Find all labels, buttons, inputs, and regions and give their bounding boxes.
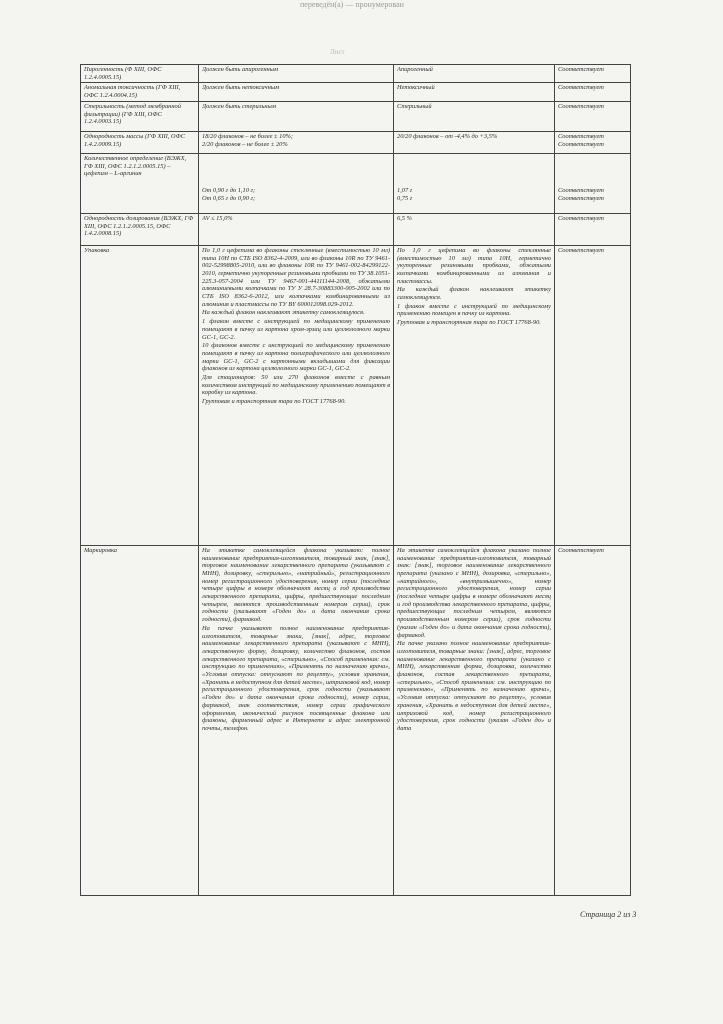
result-line: Соответствует <box>558 140 604 148</box>
actual-line: 1,07 г <box>397 186 413 194</box>
req-line: 2/20 флаконов – не более ± 20% <box>202 140 288 148</box>
result-cell <box>555 101 631 131</box>
req-line: На этикетке самоклеящейся флакона указываю: полное наименование предприятия-изготовителя, товарный знак, [знак], торговое наименование лекарственного препарата (указывают с МНН), дозировку, «стерильно», «натрийный», регистрационного номер регистрационного удостоверения, номер серии (последние четыре цифры в номере обозначают месяц и год производства лекарственного препарата, цифры, предшествующие последним четырем, являются производственным номером серии), срок годности (указывают «Годен до» и дата окончания срока годности), фармакод. <box>202 546 390 624</box>
actual-line: На пачке указано полное наименование предприятия-изготовителя, товарные знаки: [знак], адрес, торговое наименование лекарственного препарата (указано с МНН), лекарственная форма, дозировка, количество флаконов, состав лекарственного препарата, «стерильно», «Способ применения: см. инструкцию по применению», «Применять по назначению врача», «Условия отпуска: отпускают по рецепту», условия хранения, «Хранить в недоступном для детей месте», штриховой код, номер регистрационного удостоверения, срок годности (указан «Годен до» и дата <box>397 640 551 732</box>
result-cell <box>555 83 631 101</box>
result-cell <box>555 65 631 83</box>
req-cell <box>199 213 394 245</box>
actual-line <box>397 155 551 163</box>
req-line: AV ≤ 15,0% <box>202 214 233 222</box>
actual-cell <box>394 213 555 245</box>
result-line <box>558 171 627 179</box>
req-line: 10 флаконов вместе с инструкцией по медицинскому применению помещают в пачку из картона полиграфического или целлюлозного марки GC-1, GC-2 с картонными вкладышами для фиксации флаконов из картона целлюлозного марки GC-1, GC-2. <box>202 342 390 373</box>
result-line: Соответствует <box>558 214 604 222</box>
actual-line: 1 флакон вместе с инструкцией по медицинскому применению помещен в пачку из картона. <box>397 302 551 318</box>
req-line: Должен быть апирогенным <box>202 66 279 73</box>
test-name-cell: Стерильность (метод мембранной фильтрации) (ГФ XIII, ОФС 1.2.4.0003.15) <box>81 101 199 131</box>
result-cell <box>555 245 631 545</box>
result-cell <box>555 545 631 895</box>
result-cell <box>555 153 631 213</box>
table-row <box>81 65 631 83</box>
actual-line <box>397 171 551 179</box>
header-faded-text: переведён(а) — пронумерован <box>300 0 404 9</box>
actual-line: Групповая и транспортная тара по ГОСТ 17768-90. <box>397 319 541 327</box>
actual-cell <box>394 83 555 101</box>
actual-cell <box>394 245 555 545</box>
req-line: Должен быть нетоксичным <box>202 84 280 92</box>
actual-line <box>397 141 551 149</box>
actual-cell <box>394 545 555 895</box>
result-line <box>558 155 627 163</box>
result-line <box>558 179 627 187</box>
actual-line: По 1,0 г цефепима во флаконы стеклянные (вместимостью 10 мл) типа 10Н, герметично укупоренные резиновыми пробками, обжатыми колпачками комбинированными из алюминия и пластмассы. <box>397 246 551 285</box>
actual-line: 6,5 % <box>397 214 412 222</box>
actual-cell <box>394 65 555 83</box>
test-name-cell: Количественное определение (ВЭЖХ, ГФ XIII, ОФС 1.2.1.2.0005.15) – цефепим – L-аргинин <box>81 153 199 213</box>
test-name-cell: Упаковка <box>81 245 199 545</box>
result-line: Соответствует <box>558 194 604 202</box>
req-line: По 1,0 г цефепима во флаконы стеклянные (вместимостью 10 мл) типа 10Н по СТБ ISO 8362-4-2009, или во флаконы 10R по ТУ 9461-002-52998805-2010, или во флаконы 10R по ТУ 9461-002-84299122-2010, герметично укупоренные резиновыми пробками по ТУ 38.1051-225.3-057-2004 или ТУ 9467-001-44111144-2008, обжатыми алюминиевыми колпачками по ТУ У 28.7-30883300-005-2002 или по СТБ ISO 8362-6-2012, или колпачками комбинированными из алюминия и пластмассы по ТУ BY 600012098.029-2012. <box>202 246 390 308</box>
req-line <box>202 179 390 187</box>
table-row <box>81 83 631 101</box>
actual-line: 0,75 г <box>397 194 413 202</box>
actual-line <box>397 163 551 171</box>
table-row <box>81 213 631 245</box>
actual-line: Стерильный <box>397 102 432 110</box>
req-cell <box>199 83 394 101</box>
actual-line: Нетоксичный <box>397 84 435 92</box>
req-cell <box>199 245 394 545</box>
result-line: Соответствует <box>558 102 604 110</box>
result-line: Соответствует <box>558 186 604 194</box>
table-row <box>81 153 631 213</box>
test-name-cell: Маркировка <box>81 545 199 895</box>
test-name-cell: Однородность массы (ГФ XIII, ОФС 1.4.2.0009.15) <box>81 131 199 153</box>
result-line: Соответствует <box>558 546 604 554</box>
req-line: От 0,90 г до 1,10 г; <box>202 186 256 194</box>
req-cell <box>199 131 394 153</box>
result-line: Соответствует <box>558 66 604 73</box>
analysis-table <box>80 64 631 896</box>
result-line: Соответствует <box>558 246 604 254</box>
test-name-cell: Аномальная токсичность (ГФ XIII, ОФС 1.2.4.0004.15) <box>81 83 199 101</box>
req-line: Для стационаров: 50 или 270 флаконов вместе с равным количеством инструкций по медицинскому применению помещают в коробку из картона. <box>202 374 390 397</box>
req-line: На пачке указывают полное наименование предприятия-изготовителя, товарные знаки, [знак], адрес, торговое наименование лекарственного препарата (указывают с МНН), лекарственную форму, дозировку, количество флаконов, состав лекарственного препарата, «стерильно», «Способ применения: см. инструкцию по применению», «Применять по назначению врача», «Условия отпуска: отпускают по рецепту», условия хранения, «Хранить в недоступном для детей месте», штрихковой код, номер регистрационного удостоверения, срок годности (указывают «Годен до» и дата окончания срока годности), номер серии, фармакод, знак соответствия, номер серии графического оформления, иконический рисунок посвященные флакона или флаконы, фирменный адрес в Интернете и адрес электронной почты, телефон. <box>202 624 390 732</box>
req-line <box>202 171 390 179</box>
result-line: Соответствует <box>558 132 604 140</box>
req-cell <box>199 101 394 131</box>
req-line: Должен быть стерильным <box>202 102 276 110</box>
req-line <box>202 163 390 171</box>
actual-cell <box>394 131 555 153</box>
actual-line: Апирогенный <box>397 66 433 73</box>
result-cell <box>555 131 631 153</box>
req-line <box>202 155 390 163</box>
req-cell <box>199 545 394 895</box>
req-line: На каждый флакон наклеивают этикетку самоклеящуюся. <box>202 309 365 317</box>
req-cell <box>199 65 394 83</box>
table-row <box>81 545 631 895</box>
req-line: Групповая и транспортная тара по ГОСТ 17768-90. <box>202 398 346 406</box>
actual-line <box>397 179 551 187</box>
table-row <box>81 245 631 545</box>
actual-line: 20/20 флаконов – от -4,4% до +3,5% <box>397 132 498 140</box>
result-line <box>558 163 627 171</box>
test-name-cell: Пирогенность (Ф XIII, ОФС 1.2.4.0005.15) <box>81 65 199 83</box>
result-line: Соответствует <box>558 84 604 92</box>
actual-line: На этикетке самоклеящейся флакона указано полное наименование предприятия-изготовителя, товарный знак: [знак], торговое наименование лекарственного препарата (указано с МНН), дозировка, «стерильно», «натрийного», «внутримышечно», номер регистрационного удостоверения, номер серии (последние четыре цифры в номере обозначают месяц и год производства лекарственного препарата, цифры, предшествующие последним четырем, являются производственным номером серии), срок годности (указан «Годен до» и дата окончания срока годности), фармакод. <box>397 546 551 639</box>
actual-line: На каждый флакон наклеивают этикетку самоклеящуюся. <box>397 286 551 302</box>
req-line: От 0,65 г до 0,90 г; <box>202 194 256 202</box>
table-row <box>81 101 631 131</box>
table-row <box>81 131 631 153</box>
req-line: 1 флакон вместе с инструкцией по медицинскому применению помещают в пачку из картона хром-эрзац или целлюлозного марки GC-1, GC-2. <box>202 318 390 341</box>
header-sub-text: Лист <box>330 48 345 56</box>
actual-cell <box>394 101 555 131</box>
actual-cell <box>394 153 555 213</box>
test-name-cell: Однородность дозирования (ВЭЖХ, ГФ XIII, ОФС 1.2.1.2.0005.15, ОФС 1.4.2.0008.15) <box>81 213 199 245</box>
req-cell <box>199 153 394 213</box>
page-number: Страница 2 из 3 <box>580 910 637 919</box>
req-line: 18/20 флаконов – не более ± 10%; <box>202 132 293 140</box>
result-cell <box>555 213 631 245</box>
